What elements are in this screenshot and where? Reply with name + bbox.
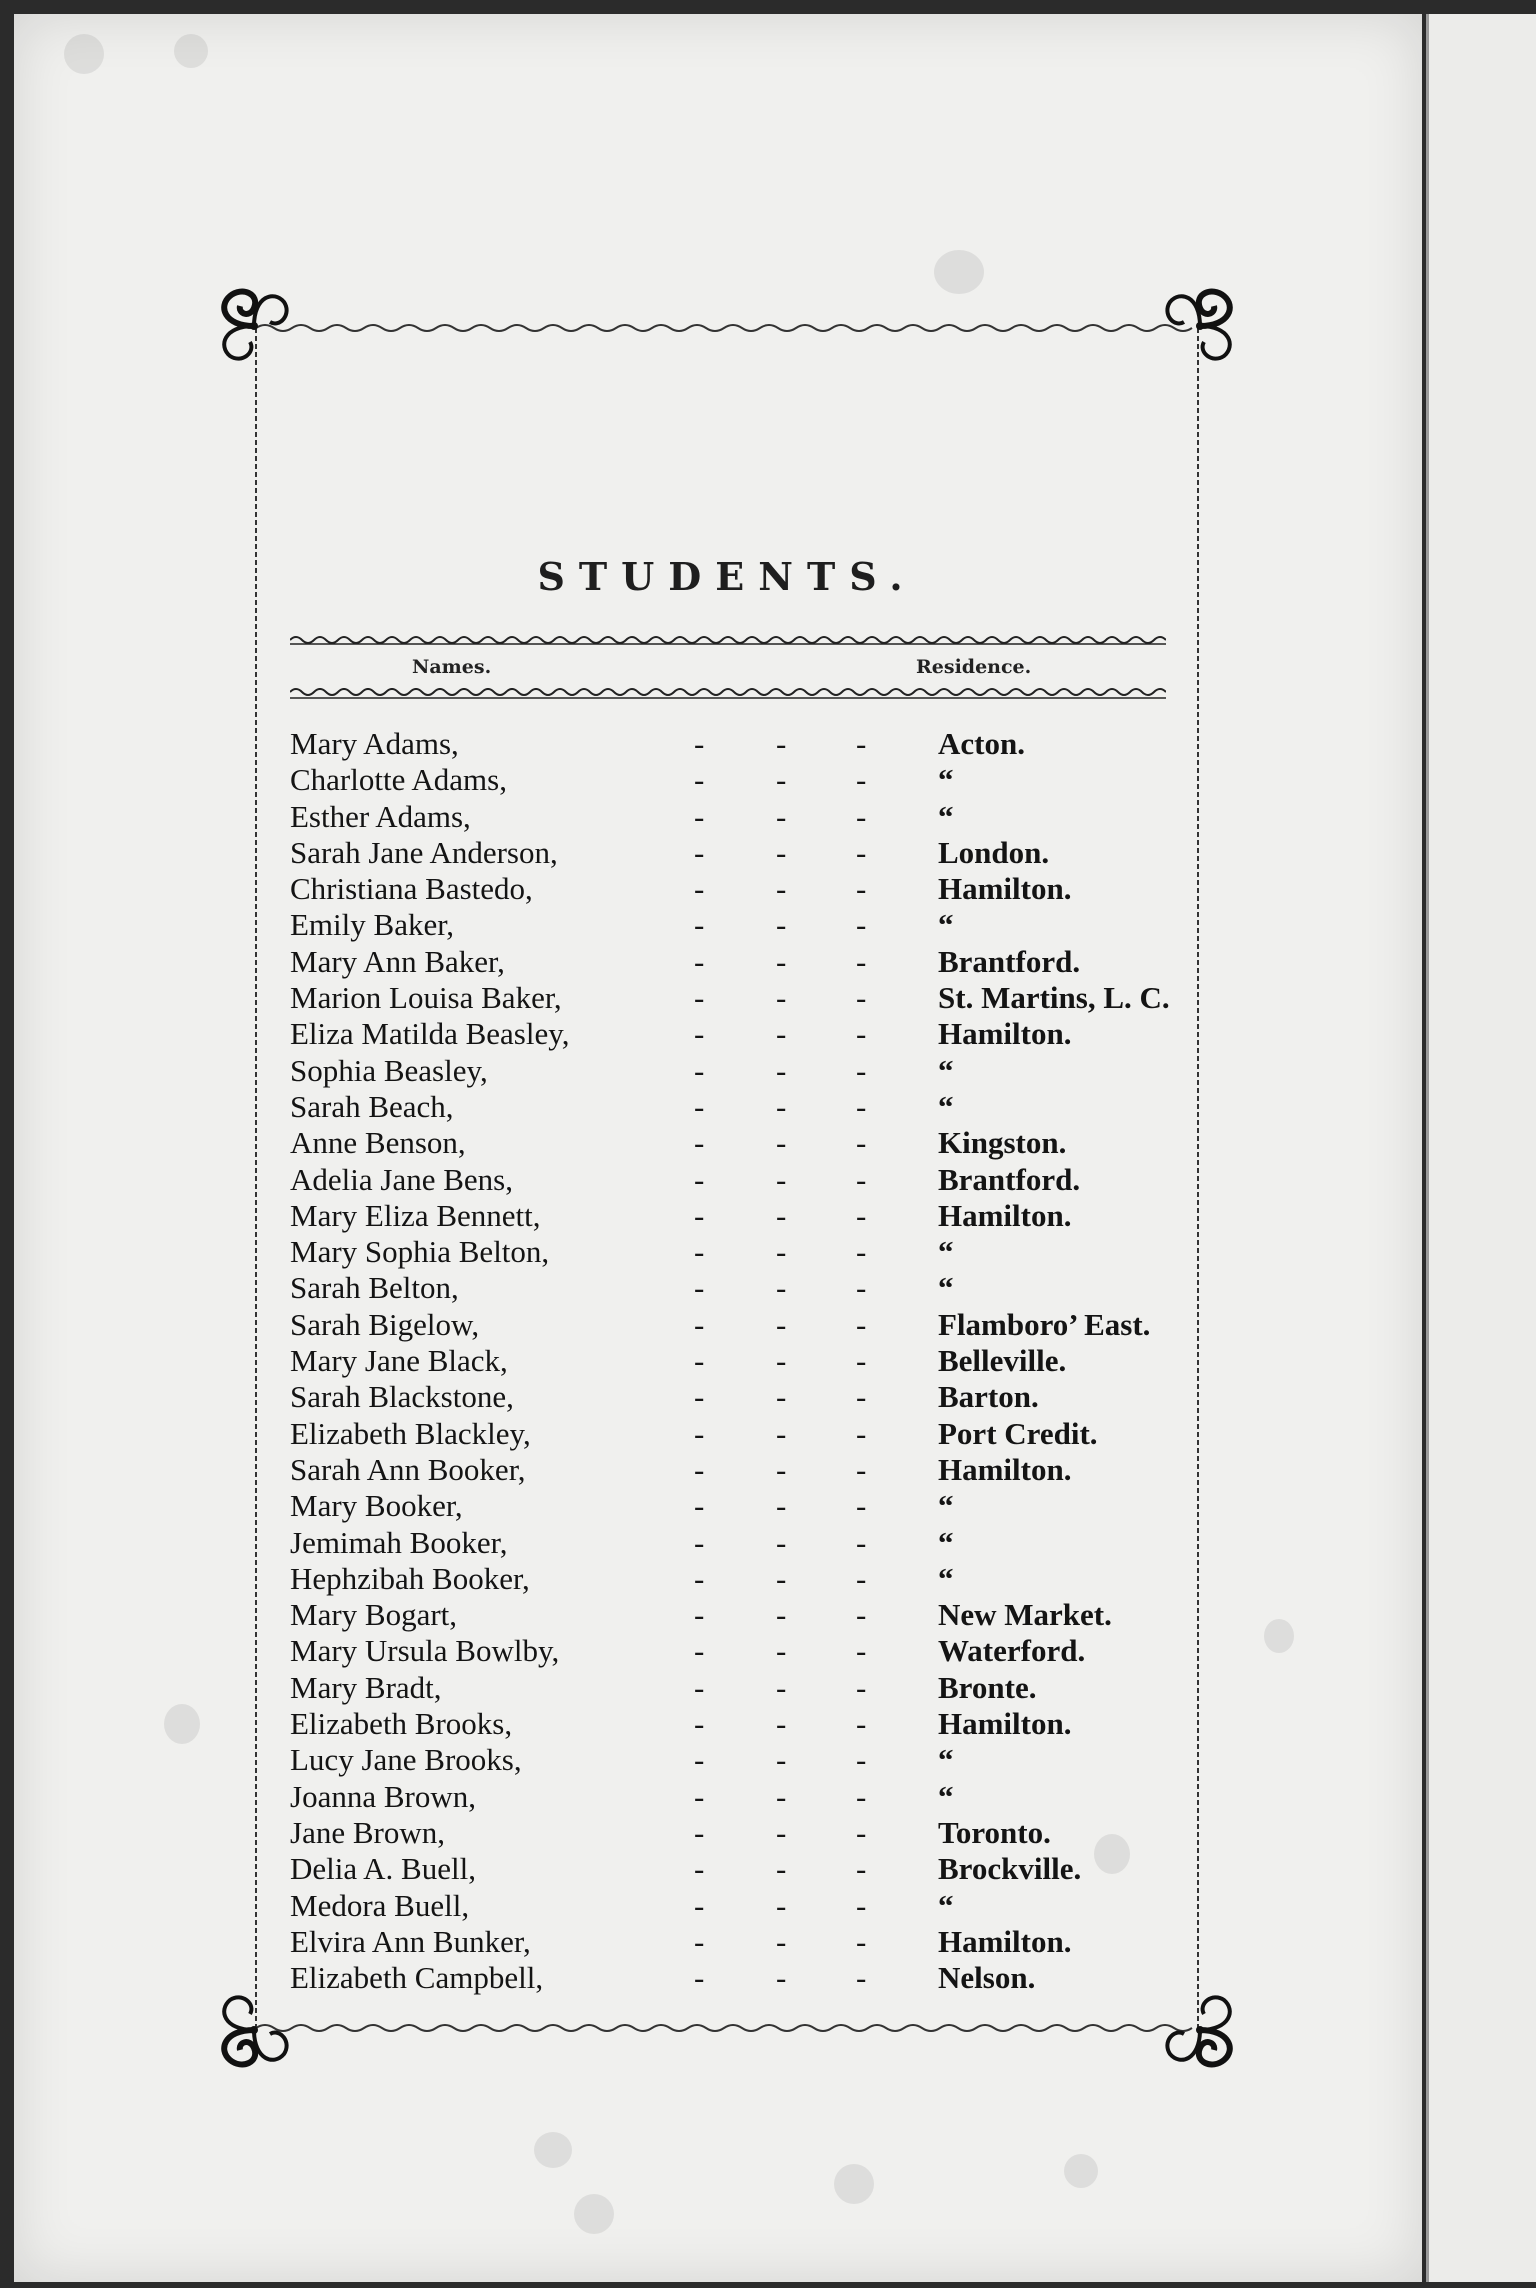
leader-dash: - — [694, 1016, 705, 1052]
leader-dash: - — [694, 762, 705, 798]
leader-dash: - — [856, 1306, 867, 1342]
leader-dash: - — [694, 1742, 705, 1778]
column-header-residence: Residence. — [916, 656, 1032, 678]
student-name: Sophia Beasley, — [290, 1052, 488, 1088]
student-residence: Waterford. — [938, 1633, 1086, 1669]
leader-dash: - — [694, 1415, 705, 1451]
leader-dash: - — [856, 1197, 867, 1233]
leader-dash: - — [776, 1415, 787, 1451]
student-name: Joanna Brown, — [290, 1778, 476, 1814]
student-residence: Bronte. — [938, 1669, 1037, 1705]
student-residence: “ — [938, 1270, 954, 1306]
student-residence: Hamilton. — [938, 1923, 1072, 1959]
leader-dash: - — [776, 1669, 787, 1705]
leader-dash: - — [776, 1343, 787, 1379]
leader-dash: - — [856, 1415, 867, 1451]
leader-dash: - — [776, 1560, 787, 1596]
student-residence: “ — [938, 1560, 954, 1596]
leader-dash: - — [856, 834, 867, 870]
student-residence: Hamilton. — [938, 871, 1072, 907]
leader-dash: - — [856, 1234, 867, 1270]
leader-dash: - — [694, 980, 705, 1016]
student-name: Elvira Ann Bunker, — [290, 1923, 531, 1959]
leader-dash: - — [856, 1560, 867, 1596]
leader-dash: - — [694, 1597, 705, 1633]
student-name: Delia A. Buell, — [290, 1851, 476, 1887]
student-row — [290, 1525, 1190, 1561]
student-row — [290, 835, 1190, 871]
student-row — [290, 1270, 1190, 1306]
leader-dash: - — [694, 1560, 705, 1596]
leader-dash: - — [694, 871, 705, 907]
student-name: Mary Jane Black, — [290, 1343, 508, 1379]
leader-dash: - — [776, 1379, 787, 1415]
paper-stain — [834, 2164, 874, 2204]
leader-dash: - — [776, 1742, 787, 1778]
leader-dash: - — [856, 1343, 867, 1379]
leader-dash: - — [694, 1343, 705, 1379]
leader-dash: - — [776, 1923, 787, 1959]
leader-dash: - — [694, 1379, 705, 1415]
student-residence: “ — [938, 1052, 954, 1088]
leader-dash: - — [776, 1488, 787, 1524]
student-residence: London. — [938, 834, 1050, 870]
leader-dash: - — [856, 907, 867, 943]
leader-dash: - — [776, 1016, 787, 1052]
leader-dash: - — [694, 1161, 705, 1197]
leader-dash: - — [776, 943, 787, 979]
student-row — [290, 1851, 1190, 1887]
leader-dash: - — [856, 1887, 867, 1923]
leader-dash: - — [776, 1633, 787, 1669]
student-row — [290, 1053, 1190, 1089]
leader-dash: - — [776, 726, 787, 761]
leader-dash: - — [694, 1088, 705, 1124]
leader-dash: - — [776, 1052, 787, 1088]
student-row — [290, 980, 1190, 1016]
student-row — [290, 1670, 1190, 1706]
leader-dash: - — [856, 1778, 867, 1814]
leader-dash: - — [856, 1088, 867, 1124]
leader-dash: - — [694, 1706, 705, 1742]
leader-dash: - — [776, 798, 787, 834]
leader-dash: - — [856, 943, 867, 979]
leader-dash: - — [694, 1778, 705, 1814]
student-row — [290, 1307, 1190, 1343]
leader-dash: - — [856, 1016, 867, 1052]
leader-dash: - — [694, 1197, 705, 1233]
leader-dash: - — [776, 1088, 787, 1124]
leader-dash: - — [776, 762, 787, 798]
student-name: Mary Bogart, — [290, 1597, 458, 1633]
leader-dash: - — [776, 1161, 787, 1197]
student-row — [290, 1379, 1190, 1415]
student-name: Anne Benson, — [290, 1125, 466, 1161]
student-residence: “ — [938, 1234, 954, 1270]
leader-dash: - — [856, 1161, 867, 1197]
leader-dash: - — [856, 726, 867, 761]
header-rule-top — [290, 634, 1166, 646]
student-row — [290, 1125, 1190, 1161]
student-residence: Hamilton. — [938, 1016, 1072, 1052]
page-title: STUDENTS. — [537, 554, 917, 599]
student-residence: Brantford. — [938, 1161, 1081, 1197]
leader-dash: - — [776, 871, 787, 907]
student-row — [290, 799, 1190, 835]
student-name: Elizabeth Blackley, — [290, 1415, 531, 1451]
leader-dash: - — [694, 1923, 705, 1959]
leader-dash: - — [856, 1669, 867, 1705]
leader-dash: - — [776, 1451, 787, 1487]
student-residence: Port Credit. — [938, 1415, 1098, 1451]
paper-stain — [1064, 2154, 1098, 2188]
leader-dash: - — [776, 1306, 787, 1342]
leader-dash: - — [856, 1524, 867, 1560]
leader-dash: - — [856, 1633, 867, 1669]
student-residence: Brantford. — [938, 943, 1081, 979]
leader-dash: - — [856, 1597, 867, 1633]
student-residence: Hamilton. — [938, 1197, 1072, 1233]
leader-dash: - — [694, 1524, 705, 1560]
leader-dash: - — [776, 1887, 787, 1923]
student-row — [290, 1416, 1190, 1452]
student-residence: Hamilton. — [938, 1451, 1072, 1487]
leader-dash: - — [776, 907, 787, 943]
leader-dash: - — [856, 1960, 867, 1996]
leader-dash: - — [776, 1851, 787, 1887]
leader-dash: - — [694, 1960, 705, 1996]
student-row — [290, 1888, 1190, 1924]
student-row — [290, 1742, 1190, 1778]
student-row — [290, 1016, 1190, 1052]
student-residence: St. Martins, L. C. — [938, 980, 1170, 1016]
student-name: Adelia Jane Bens, — [290, 1161, 513, 1197]
column-header-names: Names. — [412, 656, 492, 678]
leader-dash: - — [856, 1125, 867, 1161]
leader-dash: - — [694, 1488, 705, 1524]
leader-dash: - — [856, 1814, 867, 1850]
student-name: Sarah Ann Booker, — [290, 1451, 526, 1487]
student-name: Sarah Beach, — [290, 1088, 454, 1124]
corner-ornament-icon — [1164, 286, 1240, 362]
student-residence: Barton. — [938, 1379, 1039, 1415]
student-name: Mary Booker, — [290, 1488, 463, 1524]
student-row — [290, 1597, 1190, 1633]
student-row — [290, 1452, 1190, 1488]
leader-dash: - — [694, 943, 705, 979]
student-row — [290, 762, 1190, 798]
student-name: Hephzibah Booker, — [290, 1560, 530, 1596]
student-name: Emily Baker, — [290, 907, 455, 943]
paper-stain — [1264, 1619, 1294, 1653]
student-residence: “ — [938, 1524, 954, 1560]
paper-stain — [574, 2194, 614, 2234]
student-residence: Belleville. — [938, 1343, 1067, 1379]
student-residence: “ — [938, 1488, 954, 1524]
student-residence: “ — [938, 762, 954, 798]
leader-dash: - — [694, 1270, 705, 1306]
header-rule-bottom — [290, 688, 1166, 700]
leader-dash: - — [694, 1814, 705, 1850]
student-row — [290, 944, 1190, 980]
student-residence: “ — [938, 1742, 954, 1778]
student-row — [290, 1815, 1190, 1851]
student-residence: “ — [938, 1088, 954, 1124]
leader-dash: - — [856, 980, 867, 1016]
student-residence: “ — [938, 907, 954, 943]
student-name: Lucy Jane Brooks, — [290, 1742, 522, 1778]
leader-dash: - — [694, 1851, 705, 1887]
student-row — [290, 907, 1190, 943]
leader-dash: - — [856, 1270, 867, 1306]
student-residence: Kingston. — [938, 1125, 1067, 1161]
student-name: Marion Louisa Baker, — [290, 980, 562, 1016]
student-row — [290, 1234, 1190, 1270]
leader-dash: - — [856, 1379, 867, 1415]
leader-dash: - — [776, 1270, 787, 1306]
student-residence: Hamilton. — [938, 1706, 1072, 1742]
leader-dash: - — [694, 1887, 705, 1923]
leader-dash: - — [856, 1488, 867, 1524]
student-row — [290, 1960, 1190, 1996]
student-residence: Flamboro’ East. — [938, 1306, 1151, 1342]
leader-dash: - — [856, 798, 867, 834]
student-name: Elizabeth Brooks, — [290, 1706, 513, 1742]
student-name: Christiana Bastedo, — [290, 871, 533, 907]
leader-dash: - — [776, 1524, 787, 1560]
leader-dash: - — [856, 1451, 867, 1487]
corner-ornament-icon — [214, 1994, 290, 2070]
leader-dash: - — [776, 1814, 787, 1850]
leader-dash: - — [776, 1197, 787, 1233]
leader-dash: - — [694, 1125, 705, 1161]
leader-dash: - — [694, 1234, 705, 1270]
paper-stain — [64, 34, 104, 74]
leader-dash: - — [856, 1706, 867, 1742]
student-name: Mary Ann Baker, — [290, 943, 505, 979]
leader-dash: - — [694, 1306, 705, 1342]
leader-dash: - — [776, 1234, 787, 1270]
student-residence: Acton. — [938, 726, 1025, 761]
leader-dash: - — [856, 1923, 867, 1959]
student-name: Sarah Jane Anderson, — [290, 834, 558, 870]
leader-dash: - — [694, 834, 705, 870]
leader-dash: - — [856, 1052, 867, 1088]
leader-dash: - — [694, 1451, 705, 1487]
leader-dash: - — [856, 762, 867, 798]
student-name: Mary Sophia Belton, — [290, 1234, 550, 1270]
student-row — [290, 1488, 1190, 1524]
student-residence: New Market. — [938, 1597, 1112, 1633]
student-row — [290, 1089, 1190, 1125]
student-name: Mary Adams, — [290, 726, 459, 761]
paper-stain — [534, 2132, 572, 2168]
paper-stain — [174, 34, 208, 68]
student-list — [290, 726, 1190, 1996]
student-row — [290, 1633, 1190, 1669]
leader-dash: - — [694, 907, 705, 943]
student-name: Mary Ursula Bowlby, — [290, 1633, 560, 1669]
leader-dash: - — [776, 980, 787, 1016]
paper-stain — [934, 250, 984, 294]
leader-dash: - — [694, 1669, 705, 1705]
student-residence: “ — [938, 1778, 954, 1814]
student-name: Jemimah Booker, — [290, 1524, 508, 1560]
leader-dash: - — [694, 1052, 705, 1088]
leader-dash: - — [856, 1851, 867, 1887]
student-name: Sarah Bigelow, — [290, 1306, 480, 1342]
student-residence: Toronto. — [938, 1814, 1051, 1850]
student-row — [290, 1706, 1190, 1742]
leader-dash: - — [776, 1125, 787, 1161]
leader-dash: - — [694, 1633, 705, 1669]
student-row — [290, 871, 1190, 907]
student-row — [290, 1343, 1190, 1379]
student-name: Mary Eliza Bennett, — [290, 1197, 541, 1233]
leader-dash: - — [776, 834, 787, 870]
student-residence: Brockville. — [938, 1851, 1082, 1887]
student-name: Sarah Belton, — [290, 1270, 459, 1306]
leader-dash: - — [776, 1778, 787, 1814]
corner-ornament-icon — [1164, 1994, 1240, 2070]
student-row — [290, 726, 1190, 762]
student-row — [290, 1561, 1190, 1597]
leader-dash: - — [694, 726, 705, 761]
leader-dash: - — [776, 1597, 787, 1633]
student-name: Elizabeth Campbell, — [290, 1960, 544, 1996]
student-residence: “ — [938, 1887, 954, 1923]
leader-dash: - — [694, 798, 705, 834]
student-row — [290, 1198, 1190, 1234]
student-residence: Nelson. — [938, 1960, 1036, 1996]
corner-ornament-icon — [214, 286, 290, 362]
student-row — [290, 1924, 1190, 1960]
student-name: Eliza Matilda Beasley, — [290, 1016, 570, 1052]
student-row — [290, 1779, 1190, 1815]
leader-dash: - — [856, 1742, 867, 1778]
leader-dash: - — [856, 871, 867, 907]
leader-dash: - — [776, 1706, 787, 1742]
paper-stain — [164, 1704, 200, 1744]
student-name: Sarah Blackstone, — [290, 1379, 514, 1415]
student-row — [290, 1162, 1190, 1198]
student-residence: “ — [938, 798, 954, 834]
student-name: Mary Bradt, — [290, 1669, 442, 1705]
leader-dash: - — [776, 1960, 787, 1996]
document-page — [14, 14, 1422, 2282]
student-name: Jane Brown, — [290, 1814, 445, 1850]
student-name: Medora Buell, — [290, 1887, 470, 1923]
adjacent-page-edge — [1426, 14, 1536, 2282]
ornamental-frame — [250, 322, 1204, 2034]
student-name: Esther Adams, — [290, 798, 471, 834]
student-name: Charlotte Adams, — [290, 762, 507, 798]
